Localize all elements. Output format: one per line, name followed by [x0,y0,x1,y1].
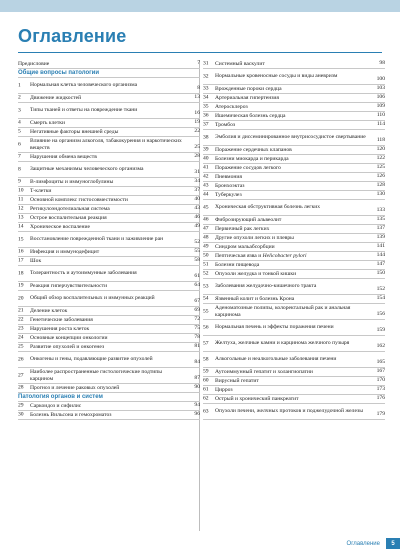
toc-page-number: 40 [194,196,200,203]
toc-chapter-number: 47 [203,225,209,232]
toc-page-number: 25 [194,144,200,151]
toc-page-number: 170 [376,377,385,384]
toc-chapter-title: Язвенный колит и болезнь Крона [215,295,295,302]
toc-page-number: 37 [194,187,200,194]
toc-chapter-number: 42 [203,173,209,180]
toc-chapter-number: 16 [18,248,24,255]
toc-chapter-title: Врожденные пороки сердца [215,85,282,92]
toc-page-number: 106 [376,94,385,101]
toc-entry[interactable] [203,252,385,261]
toc-page-number: 133 [376,207,385,214]
toc-entry[interactable] [18,307,200,316]
toc-entry[interactable] [18,402,200,411]
toc-entry[interactable] [203,234,385,243]
toc-entry[interactable] [203,216,385,225]
toc-page-number: 13 [194,94,200,101]
toc-entry[interactable] [203,261,385,270]
toc-chapter-number: 39 [203,146,209,153]
toc-page-number: 125 [376,164,385,171]
toc-chapter-number: 20 [18,295,24,302]
toc-chapter-title: Восстановление поврежденной ткани и заживление ран [30,236,164,243]
toc-entry[interactable] [18,411,200,420]
toc-entry[interactable] [203,60,385,69]
toc-chapter-number: 11 [18,196,24,203]
toc-entry[interactable] [18,178,200,187]
toc-chapter-number: 44 [203,191,209,198]
toc-page-number: 139 [376,234,385,241]
toc-chapter-number: 61 [203,386,209,393]
toc-page-number: 78 [194,334,200,341]
toc-chapter-title: Нарушения обмена веществ [30,153,97,160]
toc-entry[interactable] [18,368,200,384]
toc-entry[interactable] [203,85,385,94]
toc-entry[interactable] [18,248,200,257]
toc-chapter-title [215,253,371,260]
toc-page-number: 28 [194,153,200,160]
toc-page-number: 118 [376,137,385,144]
toc-section-heading: Патология органов и систем [18,393,200,402]
toc-chapter-title: Заболевания желудочно-кишечного тракта [215,283,317,290]
toc-entry[interactable] [18,128,200,137]
toc-entry[interactable] [203,69,385,85]
toc-page-number: 120 [376,146,385,153]
toc-page-number: 52 [194,239,200,246]
toc-page-number: 61 [194,273,200,280]
toc-chapter-title: Типы тканей и ответы на повреждение ткани [30,107,138,114]
toc-chapter-number: 31 [203,60,209,67]
toc-entry[interactable] [203,173,385,182]
toc-title-italic: Helicobacter pylori [262,252,307,259]
toc-entry[interactable] [18,214,200,223]
toc-chapter-title: Развитие опухолей и онкогенез [30,343,105,350]
toc-entry[interactable] [18,343,200,352]
toc-chapter-number: 3 [18,107,21,114]
toc-chapter-number: 10 [18,187,24,194]
toc-chapter-number: 5 [18,128,21,135]
page-title: Оглавление [18,26,127,46]
toc-chapter-number: 34 [203,94,209,101]
toc-page-number: 46 [194,214,200,221]
toc-chapter-number: 9 [18,178,21,185]
toc-page-number: 147 [376,261,385,268]
toc-chapter-number: 63 [203,408,209,415]
toc-entry[interactable] [203,164,385,173]
toc-chapter-number: 40 [203,155,209,162]
toc-chapter-number: 30 [18,411,24,418]
toc-entry[interactable] [203,304,385,320]
toc-chapter-title: Алкогольные и неалкогольные заболевания печени [215,356,337,363]
toc-entry[interactable] [203,320,385,336]
toc-chapter-number: 41 [203,164,209,171]
footer-label: Оглавление [346,540,380,547]
toc-entry[interactable] [18,94,200,103]
toc-entry[interactable] [203,377,385,386]
toc-chapter-number: 55 [203,308,209,315]
toc-chapter-title: Негативные факторы внешней среды [30,128,119,135]
toc-chapter-title: Поражение сосудов легкого [215,164,281,171]
toc-page-number: 69 [194,307,200,314]
toc-chapter-number: 1 [18,82,21,89]
toc-column-right [203,60,385,420]
toc-chapter-title: Пневмония [215,173,242,180]
toc-chapter-title: Хроническое воспаление [30,223,91,230]
toc-page-number: 34 [194,178,200,185]
toc-column-left [18,60,200,420]
toc-chapter-number: 49 [203,243,209,250]
toc-entry[interactable] [203,103,385,112]
toc-chapter-title: Онкогены и гены, подавляющие развитие опухолей [30,356,153,363]
toc-page-number: 130 [376,191,385,198]
toc-chapter-title: Туберкулез [215,191,242,198]
toc-entry[interactable] [203,404,385,420]
toc-page-number: 94 [194,402,200,409]
toc-entry[interactable] [203,191,385,200]
toc-chapter-number: 19 [18,282,24,289]
toc-chapter-title: Толерантность и аутоиммунные заболевания [30,270,137,277]
toc-entry[interactable] [18,325,200,334]
toc-entry[interactable] [18,291,200,307]
toc-chapter-title: Предисловие [18,60,50,67]
toc-chapter-number: 29 [18,402,24,409]
toc-chapter-title: Цирроз [215,386,233,393]
toc-page-number: 165 [376,359,385,366]
toc-chapter-number: 22 [18,316,24,323]
toc-entry[interactable] [203,279,385,295]
toc-entry[interactable] [18,266,200,282]
toc-chapter-number: 7 [18,153,21,160]
toc-entry[interactable] [18,334,200,343]
toc-chapter-number: 51 [203,261,209,268]
toc-page-number: 19 [194,119,200,126]
page-footer [280,538,400,549]
toc-chapter-number: 18 [18,270,24,277]
toc-chapter-number: 15 [18,236,24,243]
toc-page-number: 110 [376,112,385,119]
toc-chapter-number: 17 [18,257,24,264]
toc-chapter-number: 36 [203,112,209,119]
toc-chapter-title: Наиболее распространенные гистологические подтипы карцином [30,368,163,382]
toc-entry[interactable] [203,146,385,155]
toc-entry[interactable] [18,352,200,368]
toc-chapter-number: 32 [203,73,209,80]
toc-entry[interactable] [203,155,385,164]
toc-chapter-title: Атеросклероз [215,103,248,110]
toc-chapter-number: 45 [203,204,209,211]
toc-page-number: 137 [376,225,385,232]
toc-entry[interactable] [203,200,385,216]
toc-page-number: 90 [194,384,200,391]
toc-chapter-title: Системный васкулит [215,60,265,67]
toc-chapter-number: 23 [18,325,24,332]
toc-chapter-title: Общий обзор воспалительных и иммунных реакций [30,295,155,302]
toc-chapter-title: Синдром мальабсорбции [215,243,275,250]
toc-chapter-number: 58 [203,356,209,363]
toc-chapter-number: 56 [203,324,209,331]
toc-chapter-number: 52 [203,270,209,277]
toc-chapter-title: Поражение сердечных клапанов [215,146,292,153]
toc-entry[interactable] [203,295,385,304]
toc-page-number: 162 [376,343,385,350]
toc-page-number: 144 [376,252,385,259]
toc-chapter-title: Смерть клетки [30,119,66,126]
toc-page-number: 98 [379,60,385,67]
toc-page-number: 179 [376,411,385,418]
toc-entry[interactable] [18,119,200,128]
toc-page-number: 167 [376,368,385,375]
toc-entry[interactable] [18,257,200,266]
toc-page-number: 67 [194,298,200,305]
toc-entry[interactable] [203,225,385,234]
toc-chapter-title: Т-клетки [30,187,52,194]
toc-page-number: 58 [194,257,200,264]
toc-chapter-number: 37 [203,121,209,128]
toc-chapter-title: Аденоматозные полипы, колоректальный рак и анальная карцинома [215,304,351,318]
toc-page-number: 109 [376,103,385,110]
toc-entry[interactable] [203,112,385,121]
toc-page-number: 87 [194,375,200,382]
toc-entry[interactable] [18,103,200,119]
toc-chapter-number: 54 [203,295,209,302]
toc-chapter-number: 24 [18,334,24,341]
toc-chapter-title: Основные концепции онкологии [30,334,108,341]
toc-chapter-title: Ишемическая болезнь сердца [215,112,286,119]
toc-chapter-title: Болезнь Вильсона и гемохроматоз [30,411,112,418]
toc-page-number: 150 [376,270,385,277]
toc-section-heading: Общие вопросы патологии [18,69,200,78]
footer-page-number: 5 [386,538,400,549]
toc-page-number: 43 [194,205,200,212]
toc-page-number: 31 [194,169,200,176]
toc-chapter-number: 13 [18,214,24,221]
toc-page-number: 75 [194,325,200,332]
toc-chapter-title: Острый и хронический панкреатит [215,395,299,402]
toc-entry[interactable] [18,162,200,178]
toc-chapter-title: Болезни миокарда и перикарда [215,155,289,162]
toc-chapter-number: 38 [203,134,209,141]
toc-chapter-title: Болезни пищевода [215,261,260,268]
toc-chapter-title: Первичный рак легких [215,225,270,232]
toc-chapter-number: 27 [18,372,24,379]
toc-page-number: 114 [376,121,385,128]
toc-chapter-title: Нормальные кровеносные сосуды и виды аневризм [215,73,338,80]
toc-chapter-number: 33 [203,85,209,92]
toc-chapter-title: Шок [30,257,42,264]
toc-page-number: 152 [376,286,385,293]
toc-page-number: 8 [197,85,200,92]
toc-entry[interactable] [203,368,385,377]
toc-page-number: 22 [194,128,200,135]
toc-chapter-number: 35 [203,103,209,110]
toc-entry[interactable] [18,137,200,153]
toc-chapter-title: Генетические заболевания [30,316,93,323]
toc-chapter-number: 8 [18,166,21,173]
toc-entry[interactable] [18,282,200,291]
toc-chapter-title: Вирусный гепатит [215,377,259,384]
toc-chapter-title: Деление клеток [30,307,68,314]
toc-chapter-title: Реакция гиперчувствительности [30,282,108,289]
toc-entry[interactable] [203,270,385,279]
toc-entry[interactable] [203,386,385,395]
toc-page-number: 159 [376,327,385,334]
toc-chapter-title: Инфекция и иммунодефицит [30,248,100,255]
toc-entry[interactable] [203,130,385,146]
toc-chapter-title: Саркоидоз и сифилис [30,402,82,409]
toc-entry[interactable] [203,243,385,252]
toc-chapter-number: 2 [18,94,21,101]
toc-page-number: 103 [376,85,385,92]
toc-page-number: 122 [376,155,385,162]
toc-entry[interactable] [18,205,200,214]
toc-chapter-title: Желтуха, желчные камни и карцинома желчного пузыря [215,340,350,347]
toc-chapter-number: 48 [203,234,209,241]
toc-chapter-title: Опухоли печени, желчных протоков и поджелудочной железы [215,408,363,415]
toc-chapter-number: 21 [18,307,24,314]
toc-chapter-title: Ретикулоэндотелиальная система [30,205,110,212]
toc-chapter-title: Острое воспалительная реакция [30,214,107,221]
toc-page-number: 55 [194,248,200,255]
top-color-strip [0,0,400,12]
toc-page-number: 96 [194,411,200,418]
toc-page-number: 156 [376,311,385,318]
toc-chapter-number: 57 [203,340,209,347]
toc-entry[interactable] [203,395,385,404]
toc-entry[interactable] [18,60,200,69]
toc-entry[interactable] [203,182,385,191]
toc-chapter-title: Опухоли желудка и тонкой кишки [215,270,297,277]
toc-page-number: 64 [194,282,200,289]
toc-chapter-title: Защитные механизмы человеческого организма [30,166,144,173]
toc-entry[interactable] [18,316,200,325]
toc-page-number: 100 [376,76,385,83]
toc-entry[interactable] [18,196,200,205]
toc-entry[interactable] [18,78,200,94]
toc-chapter-title: Основной комплекс гистосовместимости [30,196,128,203]
toc-chapter-number: 62 [203,395,209,402]
toc-entry[interactable] [18,153,200,162]
toc-title-prefix: Пептическая язва и [215,252,263,259]
toc-chapter-number: 28 [18,384,24,391]
toc-entry[interactable] [18,187,200,196]
toc-page-number: 7 [197,60,200,67]
toc-page-number: 128 [376,182,385,189]
toc-entry[interactable] [18,223,200,232]
toc-page-number: 176 [376,395,385,402]
toc-chapter-number: 46 [203,216,209,223]
toc-page-number: 173 [376,386,385,393]
toc-chapter-title: Бронхоэктаз [215,182,245,189]
toc-page-number: 16 [194,110,200,117]
toc-chapter-number: 6 [18,141,21,148]
toc-chapter-title: Фиброзирующий альвеолит [215,216,282,223]
title-rule [18,52,382,53]
toc-entry[interactable] [18,384,200,393]
toc-chapter-title: Нормальная клетка человеческого организма [30,82,138,89]
toc-chapter-title: Артериальная гипертензия [215,94,279,101]
toc-chapter-title: Влияние на организм алкоголя, табакокурения и наркотических веществ [30,137,182,151]
toc-page-number: 126 [376,173,385,180]
toc-chapter-number: 53 [203,283,209,290]
toc-chapter-title: Эмболия и диссеминированное внутрисосудистое свертывание [215,134,366,141]
toc-chapter-number: 60 [203,377,209,384]
toc-entry[interactable] [203,94,385,103]
toc-entry[interactable] [203,336,385,352]
toc-chapter-title: Нарушения роста клеток [30,325,90,332]
toc-chapter-title: Движение жидкостей [30,94,82,101]
toc-chapter-title: В-лимфоциты и иммуноглобулины [30,178,114,185]
toc-entry[interactable] [203,352,385,368]
toc-entry[interactable] [18,232,200,248]
toc-page-number: 141 [376,243,385,250]
toc-page-number: 49 [194,223,200,230]
toc-chapter-number: 59 [203,368,209,375]
toc-chapter-number: 25 [18,343,24,350]
toc-page-number: 84 [194,359,200,366]
toc-chapter-number: 14 [18,223,24,230]
toc-chapter-number: 4 [18,119,21,126]
toc-chapter-number: 12 [18,205,24,212]
toc-chapter-number: 50 [203,252,209,259]
toc-chapter-title: Хроническая обструктивная болезнь легких [215,204,321,211]
toc-page-number: 72 [194,316,200,323]
toc-chapter-title: Аутоиммунный гепатит и холангиопатии [215,368,313,375]
toc-chapter-number: 43 [203,182,209,189]
toc-chapter-title: Другие опухоли легких и плевры [215,234,294,241]
toc-chapter-title: Тромбоз [215,121,236,128]
toc-page-number: 154 [376,295,385,302]
toc-chapter-number: 26 [18,356,24,363]
toc-page-number: 81 [194,343,200,350]
toc-chapter-title: Нормальная печень и эффекты поражения печени [215,324,334,331]
toc-page-number: 135 [376,216,385,223]
toc-chapter-title: Прогноз и лечение раковых опухолей [30,384,120,391]
toc-entry[interactable] [203,121,385,130]
